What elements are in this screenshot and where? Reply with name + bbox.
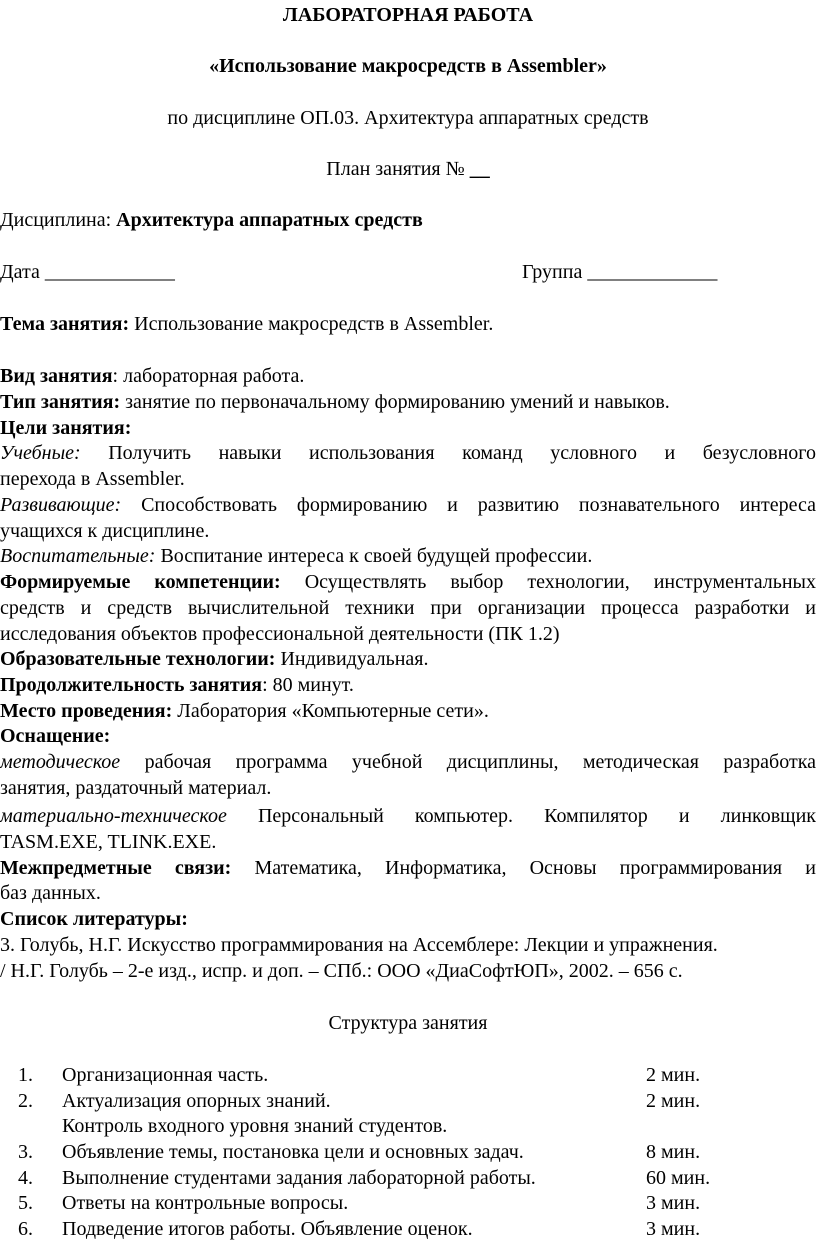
structure-row-time: 60 мин.: [646, 1167, 711, 1189]
plan-line: [0, 156, 816, 182]
goal-developing-line2: учащихся к дисциплине.: [0, 520, 210, 542]
material-line2: TASM.EXE, TLINK.EXE.: [0, 831, 217, 853]
doc-subtitle: «Использование макросредств в Assembler»: [209, 55, 607, 77]
interdisc-line1: [0, 855, 816, 881]
structure-row: [0, 1139, 816, 1165]
goal-educational-line2: перехода в Assembler.: [0, 468, 185, 490]
structure-row-text: Подведение итогов работы. Объявление оценок.: [62, 1218, 473, 1240]
place: [0, 698, 816, 724]
lesson-kind-value: : лабораторная работа.: [112, 365, 305, 387]
structure-row-time: 3 мин.: [646, 1218, 701, 1240]
methodical-label: методическое: [0, 751, 121, 773]
structure-row: [0, 1062, 816, 1088]
structure-row-time: 3 мин.: [646, 1192, 701, 1214]
duration: [0, 672, 816, 698]
goal-developing-text1: Способствовать формированию и развитию познавательного интереса: [121, 494, 816, 516]
date-label: Дата: [0, 261, 40, 283]
lesson-type-label: Тип занятия:: [0, 391, 121, 413]
lesson-kind-label: Вид занятия: [0, 365, 113, 387]
technologies-value: Индивидуальная.: [275, 648, 429, 670]
group-field: [522, 259, 816, 285]
duration-value: : 80 минут.: [262, 674, 354, 696]
plan-label: План занятия №: [326, 158, 465, 180]
place-label: Место проведения:: [0, 700, 173, 722]
interdisc-label: Межпредметные связи:: [0, 857, 232, 879]
structure-row-text: Контроль входного уровня знаний студентов.: [62, 1115, 448, 1137]
structure-row: [0, 1088, 816, 1114]
topic-value: Использование макросредств в Assembler.: [129, 313, 494, 335]
material-label: материально-техническое: [0, 805, 227, 827]
goal-educational-label: Учебные:: [0, 442, 81, 464]
structure-heading: Структура занятия: [328, 1012, 488, 1034]
goal-developing-label: Развивающие:: [0, 494, 122, 516]
structure-row-text: Выполнение студентами задания лабораторной работы.: [62, 1167, 536, 1189]
competences-line3: исследования объектов профессиональной деятельности (ПК 1.2): [0, 623, 560, 645]
discipline-label: Дисциплина:: [0, 209, 117, 231]
material-text1: Персональный компьютер. Компилятор и линковщик: [226, 805, 816, 827]
group-label: Группа: [522, 261, 583, 283]
plan-blank: __: [469, 158, 490, 180]
structure-row-number: 3.: [18, 1141, 33, 1163]
goal-educational-line1: [0, 440, 816, 466]
structure-row-time: 2 мин.: [646, 1064, 701, 1086]
literature-line2: / Н.Г. Голубь – 2-е изд., испр. и доп. – СПб.: ООО «ДиаСофтЮП», 2002. – 656 с.: [0, 960, 683, 982]
structure-row-time: 2 мин.: [646, 1090, 701, 1112]
duration-label: Продолжительность занятия: [0, 674, 263, 696]
place-value: Лаборатория «Компьютерные сети».: [172, 700, 489, 722]
lesson-type: [0, 389, 816, 415]
date-blank: _____________: [44, 261, 175, 283]
lesson-kind: [0, 363, 816, 389]
discipline-field: [0, 207, 816, 233]
structure-row-number: 1.: [18, 1064, 33, 1086]
literature-heading: Список литературы:: [0, 908, 188, 930]
structure-row-number: 2.: [18, 1090, 33, 1112]
goal-developing-line1: [0, 492, 816, 518]
competences-text1: Осуществлять выбор технологии, инструментальных: [280, 571, 816, 593]
discipline-line: по дисциплине ОП.03. Архитектура аппаратных средств: [167, 107, 649, 129]
equipment-heading: Оснащение:: [0, 725, 111, 747]
interdisc-text1: Математика, Информатика, Основы программирования и: [231, 857, 816, 879]
topic-label: Тема занятия:: [0, 313, 130, 335]
goal-upbringing-label: Воспитательные:: [0, 545, 156, 567]
structure-row-text: Организационная часть.: [62, 1064, 269, 1086]
group-blank: _____________: [587, 261, 718, 283]
discipline-value: Архитектура аппаратных средств: [116, 209, 423, 231]
topic-field: [0, 311, 816, 337]
competences-line1: [0, 569, 816, 595]
goals-heading: Цели занятия:: [0, 417, 132, 439]
material-line1: [0, 803, 816, 829]
goal-upbringing-text: Воспитание интереса к своей будущей профессии.: [155, 545, 593, 567]
structure-row: [0, 1165, 816, 1191]
structure-row-text: Объявление темы, постановка цели и основных задач.: [62, 1141, 524, 1163]
competences-label: Формируемые компетенции:: [0, 571, 281, 593]
interdisc-line2: баз данных.: [0, 882, 101, 904]
goal-educational-text1: Получить навыки использования команд условного и безусловного: [80, 442, 816, 464]
goal-upbringing: [0, 543, 816, 569]
structure-row-number: 5.: [18, 1192, 33, 1214]
competences-line2: средств и средств вычислительной техники при организации процесса разработки и: [0, 597, 816, 619]
structure-row-time: 8 мин.: [646, 1141, 701, 1163]
methodical-line2: занятия, раздаточный материал.: [0, 777, 272, 799]
structure-row: [0, 1190, 816, 1216]
technologies: [0, 646, 816, 672]
methodical-line1: [0, 749, 816, 775]
structure-row-number: 4.: [18, 1167, 33, 1189]
structure-row-text: Актуализация опорных знаний.: [62, 1090, 331, 1112]
structure-row: [0, 1216, 816, 1242]
doc-title: ЛАБОРАТОРНАЯ РАБОТА: [282, 4, 534, 26]
structure-row-text: Ответы на контрольные вопросы.: [62, 1192, 349, 1214]
technologies-label: Образовательные технологии:: [0, 648, 276, 670]
literature-line1: 3. Голубь, Н.Г. Искусство программирования на Ассемблере: Лекции и упражнения.: [0, 934, 718, 956]
structure-row-number: 6.: [18, 1218, 33, 1240]
methodical-text1: рабочая программа учебной дисциплины, методическая разработка: [120, 751, 816, 773]
lesson-type-value: занятие по первоначальному формированию умений и навыков.: [120, 391, 670, 413]
structure-row: [0, 1113, 816, 1139]
